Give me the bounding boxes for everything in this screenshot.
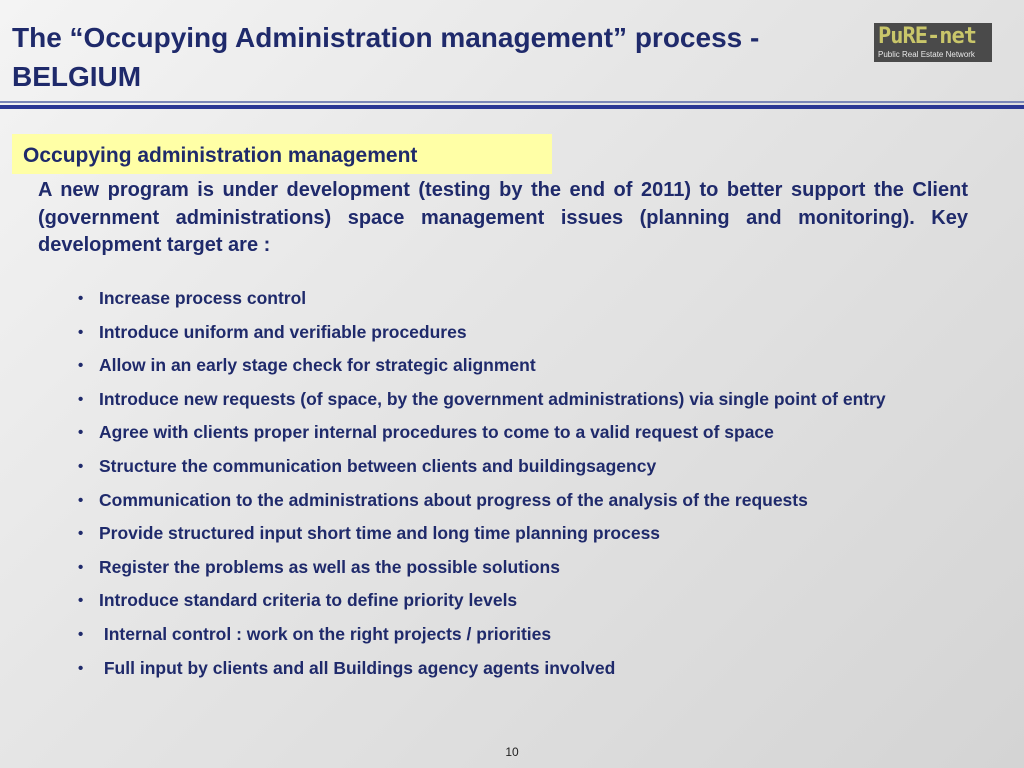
section-heading-box (12, 134, 552, 174)
list-item (78, 584, 1018, 618)
header-divider-thin (0, 101, 1024, 103)
logo-subtitle: Public Real Estate Network (878, 50, 975, 59)
list-item-text: Increase process control (99, 288, 307, 308)
list-item-text: Register the problems as well as the possible solutions (99, 556, 560, 577)
list-item-text: Structure the communication between clients and buildingsagency (99, 455, 657, 476)
header-divider-thick (0, 105, 1024, 109)
list-item-text: Introduce uniform and verifiable procedures (99, 321, 467, 342)
bullet-icon: • (78, 525, 84, 543)
bullet-icon: • (78, 290, 84, 307)
list-item (78, 551, 1018, 585)
list-item (78, 484, 1018, 518)
list-item-text: Provide structured input short time and long time planning process (99, 523, 661, 544)
list-item (78, 416, 1018, 450)
bullet-icon: • (78, 491, 84, 509)
bullet-icon: • (78, 424, 84, 442)
bullet-icon: • (78, 390, 84, 408)
list-item-text: Internal control : work on the right projects / priorities (99, 623, 552, 644)
target-list (78, 282, 1018, 685)
list-item (78, 618, 1018, 652)
bullet-icon: • (78, 659, 84, 677)
bullet-icon: • (78, 592, 84, 610)
bullet-icon: • (78, 357, 84, 375)
bullet-icon: • (78, 457, 84, 475)
list-item (78, 450, 1018, 484)
list-item (78, 383, 1018, 417)
list-item (78, 349, 1018, 383)
bullet-icon: • (78, 323, 84, 341)
logo-wordmark: PuRE-net (878, 24, 976, 49)
list-item-text: Full input by clients and all Buildings agency agents involved (99, 657, 616, 678)
purenet-logo (874, 23, 992, 62)
intro-paragraph: A new program is under development (testing by the end of 2011) to better support the Client (government administrations) space management issues (planning and monitoring). Key development target are : (38, 179, 968, 256)
list-item-text: Communication to the administrations about progress of the analysis of the requests (99, 489, 808, 510)
list-item-text: Introduce new requests (of space, by the government administrations) via single point of entry (99, 388, 886, 409)
list-item-text: Introduce standard criteria to define priority levels (99, 590, 518, 611)
section-heading: Occupying administration management (23, 144, 418, 167)
list-item-text: Allow in an early stage check for strategic alignment (99, 355, 536, 376)
page-number: 10 (505, 745, 519, 759)
slide-title: The “Occupying Administration management” process - BELGIUM (12, 22, 760, 92)
list-item (78, 316, 1018, 350)
list-item (78, 517, 1018, 551)
bullet-icon: • (78, 558, 84, 576)
list-item (78, 652, 1018, 686)
bullet-icon: • (78, 625, 84, 643)
list-item (78, 282, 1018, 316)
list-item-text: Agree with clients proper internal procedures to come to a valid request of space (99, 422, 774, 443)
